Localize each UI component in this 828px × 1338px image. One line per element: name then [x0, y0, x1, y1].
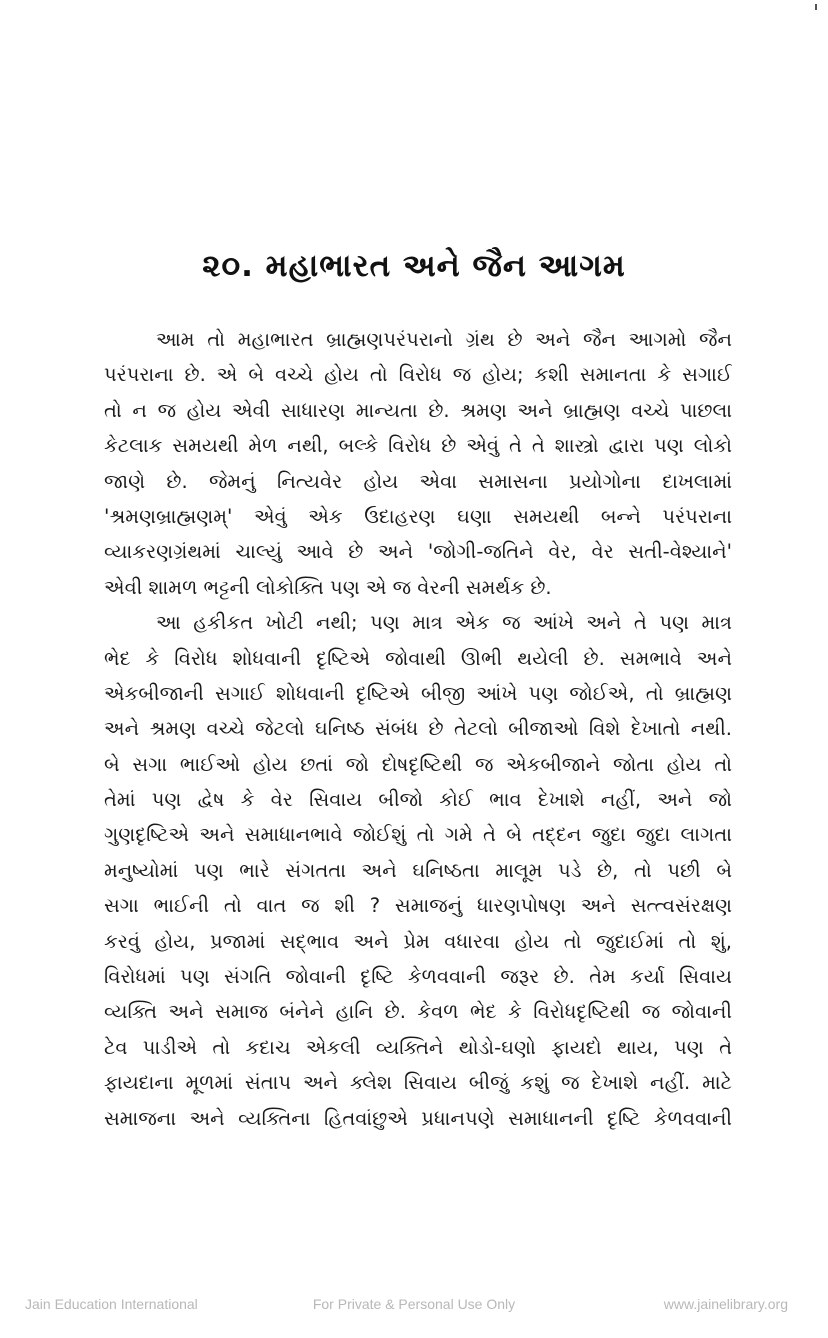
text-line: વ્યક્તિ અને સમાજ બંનેને હાનિ છે. કેવળ ભેદ કે વિરોધદૃષ્ટિથી જ જોવાની: [104, 1000, 732, 1024]
text-line: આમ તો મહાભારત બ્રાહ્મણપરંપરાનો ગ્રંથ છે અને જૈન આગમો જૈન: [156, 328, 732, 351]
footer-publisher: Jain Education International: [25, 1296, 198, 1312]
text-line: કરવું હોય, પ્રજામાં સદ્ભાવ અને પ્રેમ વધારવા હોય તો જુદાઈમાં તો શું,: [104, 929, 732, 953]
text-line: અને શ્રમણ વચ્ચે જેટલો ઘનિષ્ઠ સંબંધ છે તેટલો બીજાઓ વિશે દેખાતો નથી.: [104, 717, 732, 741]
body-text: [104, 322, 732, 1136]
text-line: ટેવ પાડીએ તો કદાચ એકલી વ્યક્તિને થોડો-ઘણો ફાયદો થાય, પણ તે: [104, 1035, 732, 1059]
text-line: સમાજના અને વ્યક્તિના હિતવાંછુએ પ્રધાનપણે સમાધાનની દૃષ્ટિ કેળવવાની: [104, 1106, 732, 1130]
text-line: તેમાં પણ દ્વેષ કે વેર સિવાય બીજો કોઈ ભાવ દેખાશે નહીં, અને જો: [104, 788, 732, 812]
text-line: કેટલાક સમયથી મેળ નથી, બલ્કે વિરોધ છે એવું તે તે શાસ્ત્રો દ્વારા પણ લોકો: [104, 434, 732, 458]
text-line: વિરોધમાં પણ સંગતિ જોવાની દૃષ્ટિ કેળવવાની જરૂર છે. તેમ કર્યા સિવાય: [104, 965, 732, 989]
text-line: મનુષ્યોમાં પણ ભારે સંગતતા અને ઘનિષ્ઠતા માલૂમ પડે છે, તો પછી બે: [104, 858, 732, 882]
text-line: સગા ભાઈની તો વાત જ શી ? સમાજનું ધારણપોષણ અને સત્ત્વસંરક્ષણ: [104, 894, 732, 918]
text-line: ફાયદાના મૂળમાં સંતાપ અને ક્લેશ સિવાય બીજું કશું જ દેખાશે નહીં. માટે: [104, 1071, 732, 1095]
text-line: એવી શામળ ભટ્ટની લોકોક્તિ પણ એ જ વેરની સમર્થક છે.: [104, 575, 552, 599]
text-line: એકબીજાની સગાઈ શોધવાની દૃષ્ટિએ બીજી આંખે પણ જોઈએ, તો બ્રાહ્મણ: [104, 681, 732, 705]
footer-website-link[interactable]: www.jainelibrary.org: [663, 1296, 788, 1312]
text-line: તો ન જ હોય એવી સાધારણ માન્યતા છે. શ્રમણ અને બ્રાહ્મણ વચ્ચે પાછલા: [104, 398, 732, 422]
text-line: 'શ્રમણબ્રાહ્મણમ્' એવું એક ઉદાહરણ ઘણા સમયથી બન્ને પરંપરાના: [104, 504, 732, 528]
page-footer: [0, 1296, 828, 1318]
text-line: વ્યાકરણગ્રંથમાં ચાલ્યું આવે છે અને 'જોગી-જતિને વેર, વેર સતી-વેશ્યાને': [104, 540, 732, 564]
text-line: ભેદ કે વિરોધ શોધવાની દૃષ્ટિએ જોવાથી ઊભી થયેલી છે. સમભાવે અને: [104, 646, 732, 670]
scan-mark: [815, 4, 817, 10]
text-line: આ હકીકત ખોટી નથી; પણ માત્ર એક જ આંખે અને તે પણ માત્ર: [156, 611, 732, 635]
footer-usage-notice: For Private & Personal Use Only: [312, 1296, 516, 1312]
text-line: બે સગા ભાઈઓ હોય છતાં જો દોષદૃષ્ટિથી જ એકબીજાને જોતા હોય તો: [104, 752, 732, 776]
text-line: જાણે છે. જેમનું નિત્યવેર હોય એવા સમાસના પ્રયોગોના દાખલામાં: [104, 469, 732, 493]
chapter-title: ૨૦. મહાભારત અને જૈન આગમ: [202, 248, 626, 284]
text-line: ગુણદૃષ્ટિએ અને સમાધાનભાવે જોઈશું તો ગમે તે બે તદ્દન જુદા જુદા લાગતા: [104, 823, 732, 847]
text-line: પરંપરાના છે. એ બે વચ્ચે હોય તો વિરોધ જ હોય; કશી સમાનતા કે સગાઈ: [104, 363, 732, 387]
